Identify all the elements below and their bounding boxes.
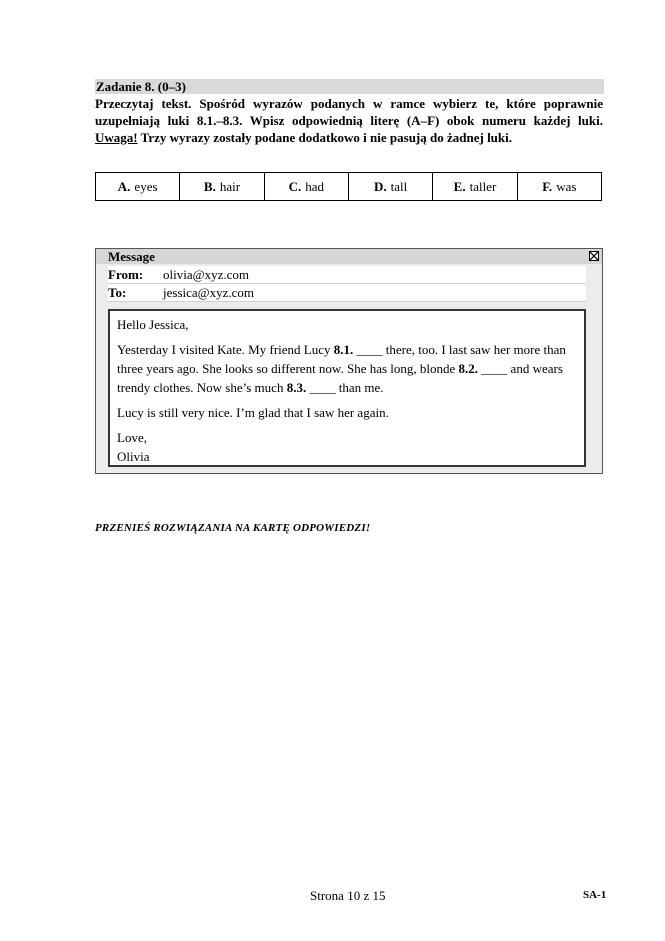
paragraph-1 bbox=[117, 340, 578, 397]
option-word: tall bbox=[390, 178, 408, 194]
option-d bbox=[349, 173, 433, 200]
option-letter: E. bbox=[453, 178, 466, 194]
option-word: eyes bbox=[134, 178, 158, 194]
paragraph-2: Lucy is still very nice. I’m glad that I saw her again. bbox=[117, 405, 389, 420]
option-letter: A. bbox=[117, 178, 131, 194]
option-word: was bbox=[556, 178, 577, 194]
page-number: Strona 10 z 15 bbox=[310, 888, 386, 903]
word-options-box bbox=[95, 172, 602, 201]
option-word: hair bbox=[219, 178, 241, 194]
option-word: taller bbox=[469, 178, 497, 194]
from-row bbox=[108, 266, 586, 284]
task-instructions bbox=[95, 95, 603, 146]
exam-code: SA-1 bbox=[583, 889, 607, 901]
warning-text: Trzy wyrazy zostały podane dodatkowo i nie pasują do żadnej luki. bbox=[137, 130, 513, 145]
instruction-text: Przeczytaj tekst. Spośród wyrazów podanych w ramce wybierz te, które poprawnie uzupełniają luki 8.1.–8.3. Wpisz odpowiednią literę (A–F) obok numeru każdej luki. bbox=[95, 96, 603, 128]
from-label: From: bbox=[108, 267, 144, 282]
greeting: Hello Jessica, bbox=[117, 317, 189, 332]
option-f bbox=[518, 173, 601, 200]
to-label: To: bbox=[108, 285, 127, 300]
closing: Love, bbox=[117, 430, 147, 445]
gap-8-3: 8.3. bbox=[286, 380, 307, 395]
text: ____ there, too. I last saw her more than three years ago. She looks so different now. She has long, blonde bbox=[117, 342, 566, 376]
text: ____ than me. bbox=[306, 380, 384, 395]
option-b bbox=[180, 173, 264, 200]
message-body bbox=[108, 309, 586, 467]
text: Yesterday I visited Kate. My friend Lucy bbox=[117, 342, 334, 357]
option-a bbox=[96, 173, 180, 200]
option-letter: F. bbox=[542, 178, 553, 194]
transfer-note: PRZENIEŚ ROZWIĄZANIA NA KARTĘ ODPOWIEDZI! bbox=[95, 522, 371, 534]
task-title: Zadanie 8. (0–3) bbox=[95, 79, 604, 94]
message-window bbox=[95, 248, 603, 474]
gap-8-1: 8.1. bbox=[333, 342, 354, 357]
to-row bbox=[108, 284, 586, 302]
message-title-bar: Message bbox=[96, 249, 602, 264]
to-value: jessica@xyz.com bbox=[163, 285, 255, 300]
gap-8-2: 8.2. bbox=[458, 361, 479, 376]
text: ____ and wears trendy clothes. Now she’s much bbox=[117, 361, 563, 395]
option-word: had bbox=[305, 178, 325, 194]
signature: Olivia bbox=[117, 449, 150, 464]
from-value: olivia@xyz.com bbox=[163, 267, 249, 282]
warning-label: Uwaga! bbox=[95, 130, 138, 145]
close-icon bbox=[589, 251, 599, 261]
option-c bbox=[265, 173, 349, 200]
option-letter: C. bbox=[288, 178, 302, 194]
option-letter: B. bbox=[203, 178, 216, 194]
option-letter: D. bbox=[374, 178, 387, 194]
option-e bbox=[433, 173, 517, 200]
